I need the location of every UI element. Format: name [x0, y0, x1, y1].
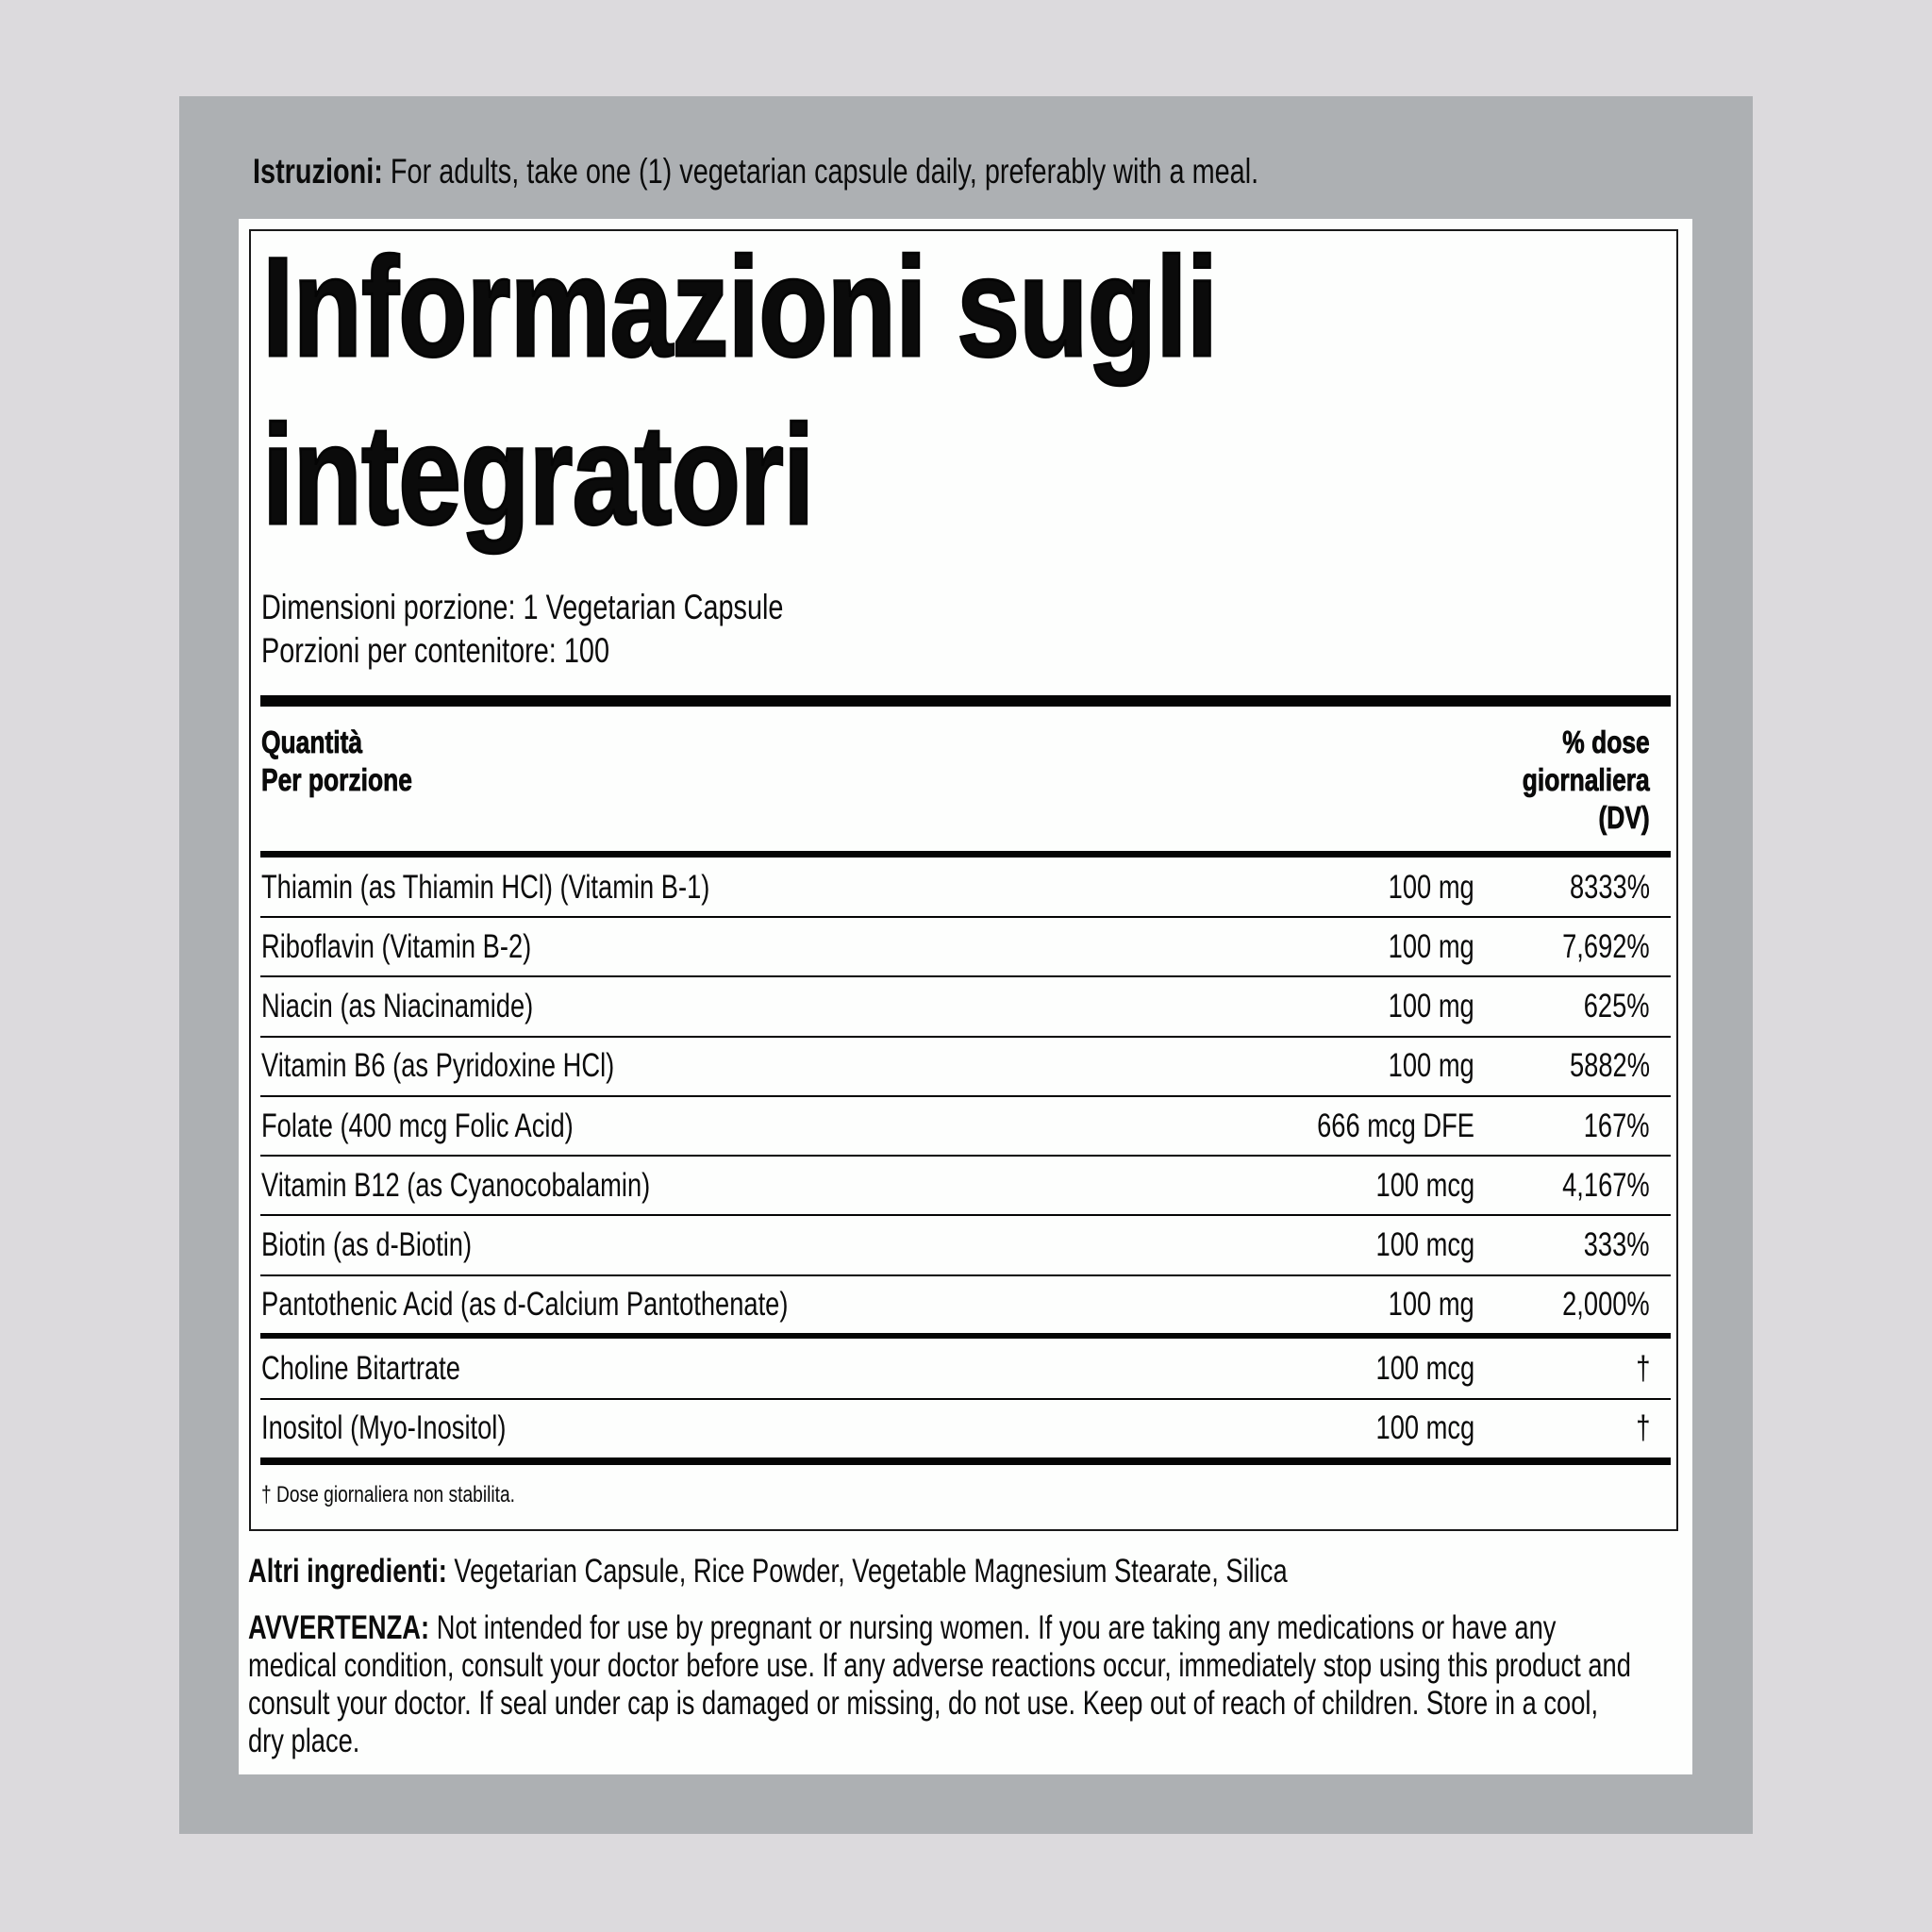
warning-line3: consult your doctor. If seal under cap is damaged or missing, do not use. Keep out of reach of children. Store in a cool,	[248, 1685, 1599, 1722]
nutrient-dv: 167%	[1584, 1108, 1650, 1144]
nutrient-amount: 100 mg	[1388, 869, 1474, 906]
other-ingredients-label: Altri ingredienti:	[248, 1553, 447, 1590]
header-quantita: Quantità	[261, 724, 363, 759]
table-row	[260, 858, 1671, 917]
table-row	[260, 1096, 1671, 1156]
directions-text	[253, 151, 1258, 192]
header-giornaliera: giornaliera	[1523, 762, 1650, 797]
thick-divider-bottom	[260, 1457, 1671, 1465]
nutrient-name: Thiamin (as Thiamin HCl) (Vitamin B-1)	[261, 869, 710, 906]
warning-text-1: Not intended for use by pregnant or nursing women. If you are taking any medications or have any	[429, 1609, 1557, 1646]
daily-value-footnote: † Dose giornaliera non stabilita.	[261, 1482, 515, 1507]
table-row	[260, 1398, 1671, 1457]
nutrient-dv: 8333%	[1569, 869, 1650, 906]
other-ingredients-text: Vegetarian Capsule, Rice Powder, Vegetable Magnesium Stearate, Silica	[446, 1553, 1288, 1590]
nutrient-name: Folate (400 mcg Folic Acid)	[261, 1108, 574, 1144]
nutrient-name: Niacin (as Niacinamide)	[261, 988, 534, 1024]
nutrient-dv: 7,692%	[1562, 928, 1650, 965]
nutrient-name: Inositol (Myo-Inositol)	[261, 1409, 507, 1446]
nutrient-dv: 4,167%	[1562, 1167, 1650, 1204]
warning-line4: dry place.	[248, 1723, 360, 1759]
nutrient-dv: 2,000%	[1562, 1286, 1650, 1323]
nutrient-amount: 100 mcg	[1375, 1167, 1474, 1204]
warning-line2: medical condition, consult your doctor before use. If any adverse reactions occur, immediately stop using this product and	[248, 1647, 1631, 1684]
nutrient-amount: 666 mcg DFE	[1317, 1108, 1474, 1144]
nutrient-amount: 100 mcg	[1375, 1409, 1474, 1446]
other-ingredients	[248, 1553, 1288, 1591]
nutrient-amount: 100 mg	[1388, 1286, 1474, 1323]
header-divider	[260, 851, 1671, 858]
table-row	[260, 976, 1671, 1036]
facts-title-line2: integratori	[262, 395, 814, 554]
nutrient-name: Biotin (as d-Biotin)	[261, 1226, 473, 1263]
nutrient-name: Vitamin B6 (as Pyridoxine HCl)	[261, 1047, 615, 1084]
nutrient-dv: 333%	[1584, 1226, 1650, 1263]
nutrient-amount: 100 mg	[1388, 988, 1474, 1024]
nutrient-amount: 100 mg	[1388, 928, 1474, 965]
facts-title-line1: Informazioni sugli	[262, 227, 1218, 386]
serving-size: Dimensioni porzione: 1 Vegetarian Capsule	[261, 588, 784, 626]
header-dv: (DV)	[1598, 800, 1650, 835]
nutrient-name: Pantothenic Acid (as d-Calcium Pantothenate)	[261, 1286, 789, 1323]
thick-divider	[260, 695, 1671, 707]
table-row	[260, 1156, 1671, 1215]
warning-line1	[248, 1609, 1556, 1647]
table-row	[260, 1339, 1671, 1398]
nutrient-dv: 5882%	[1569, 1047, 1650, 1084]
servings-per-container: Porzioni per contenitore: 100	[261, 631, 610, 670]
nutrient-amount: 100 mcg	[1375, 1350, 1474, 1387]
amount-per-serving-header	[261, 724, 412, 799]
directions-label: Istruzioni:	[253, 152, 383, 191]
nutrient-name: Choline Bitartrate	[261, 1350, 460, 1387]
nutrient-name: Riboflavin (Vitamin B-2)	[261, 928, 532, 965]
nutrient-amount: 100 mg	[1388, 1047, 1474, 1084]
nutrient-dv: †	[1635, 1409, 1650, 1446]
warning-label: AVVERTENZA:	[248, 1609, 430, 1646]
daily-value-header	[1523, 724, 1650, 837]
nutrient-dv: †	[1635, 1350, 1650, 1387]
nutrient-name: Vitamin B12 (as Cyanocobalamin)	[261, 1167, 651, 1204]
header-per-porzione: Per porzione	[261, 762, 412, 797]
table-row	[260, 917, 1671, 976]
table-row	[260, 1036, 1671, 1095]
nutrient-dv: 625%	[1584, 988, 1650, 1024]
header-percent-dose: % dose	[1562, 724, 1650, 759]
directions-body: For adults, take one (1) vegetarian capsule daily, preferably with a meal.	[382, 152, 1259, 191]
nutrient-amount: 100 mcg	[1375, 1226, 1474, 1263]
table-row	[260, 1274, 1671, 1334]
table-row	[260, 1215, 1671, 1274]
